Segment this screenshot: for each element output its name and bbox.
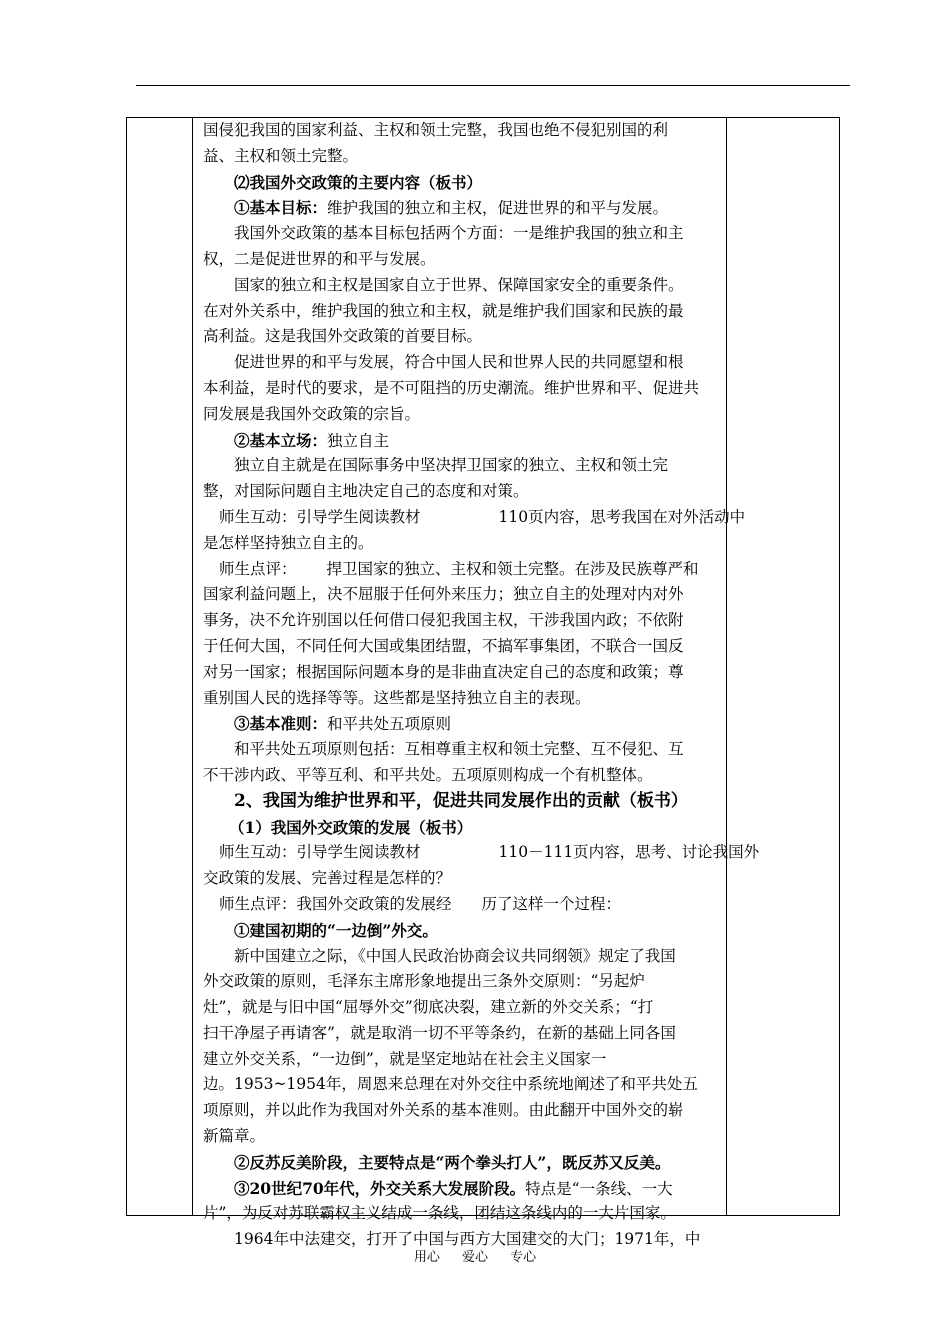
text-line: 益、主权和领土完整。 <box>203 146 359 165</box>
text-line: 交政策的发展、完善过程是怎样的？ <box>203 869 452 888</box>
text-segment: 110－111页内容，思考、讨论我国外 <box>498 843 760 862</box>
text-line: 我国外交政策的基本目标包括两个方面：一是维护我国的独立和主 <box>234 224 684 243</box>
text-line: 国侵犯我国的国家利益、主权和领土完整，我国也绝不侵犯别国的利 <box>203 121 669 139</box>
footer <box>0 1250 950 1266</box>
text-line: 新篇章。 <box>203 1127 266 1146</box>
text-line: 是怎样坚持独立自主的。 <box>203 533 374 552</box>
text-line: 扫干净屋子再请客”，就是取消一切不平等条约，在新的基础上同各国 <box>203 1023 676 1042</box>
bold-label: ①基本目标： <box>234 198 328 218</box>
text-line: ①建国初期的“一边倒”外交。 <box>234 920 438 940</box>
header-rule <box>136 85 850 86</box>
text-line: 不干涉内政、平等互利、和平共处。五项原则构成一个有机整体。 <box>203 765 653 784</box>
text-line: 和平共处五项原则包括：互相尊重主权和领土完整、互不侵犯、互 <box>234 740 684 759</box>
text-line <box>203 557 718 583</box>
text-segment: 历了这样一个过程： <box>481 894 622 913</box>
text-line: 重别国人民的选择等等。这些都是坚持独立自主的表现。 <box>203 688 591 707</box>
text-rest: 和平共处五项原则 <box>327 715 452 734</box>
text-line: 权，二是促进世界的和平与发展。 <box>203 249 436 268</box>
text-segment: 110页内容，思考我国在对外活动中 <box>498 507 746 526</box>
text-line <box>203 195 718 221</box>
text-line: 高利益。这是我国外交政策的首要目标。 <box>203 327 483 346</box>
text-line: ⑵我国外交政策的主要内容（板书） <box>234 172 483 192</box>
content-column <box>193 118 760 1249</box>
text-line <box>203 711 718 737</box>
text-line <box>203 1176 718 1202</box>
text-rest: 特点是“一条线、一大 <box>525 1179 673 1198</box>
text-segment: 师生点评： <box>219 559 297 578</box>
left-column <box>127 118 193 1215</box>
text-line <box>203 428 718 454</box>
text-segment: 师生互动：引导学生阅读教材 <box>219 507 421 526</box>
text-line: 独立自主就是在国际事务中坚决捍卫国家的独立、主权和领土完 <box>234 456 669 475</box>
text-line: 本利益，是时代的要求，是不可阻挡的历史潮流。维护世界和平、促进共 <box>203 378 700 397</box>
text-line: （1）我国外交政策的发展（板书） <box>229 817 473 837</box>
bold-label: ③基本准则： <box>234 714 328 734</box>
text-line: 促进世界的和平与发展，符合中国人民和世界人民的共同愿望和根 <box>234 353 684 372</box>
text-line: 新中国建立之际，《中国人民政治协商会议共同纲领》规定了我国 <box>234 946 676 965</box>
text-segment: 捍卫国家的独立、主权和领土完整。在涉及民族尊严和 <box>326 559 699 578</box>
text-line <box>203 892 718 918</box>
text-line <box>203 840 760 866</box>
footer-item: 专心 <box>510 1250 537 1265</box>
right-column <box>726 118 839 1215</box>
text-line: 国家的独立和主权是国家自立于世界、保障国家安全的重要条件。 <box>234 275 684 294</box>
text-line: 2、我国为维护世界和平，促进共同发展作出的贡献（板书） <box>234 790 688 811</box>
text-line: 国家利益问题上，决不屈服于任何外来压力；独立自主的处理对内对外 <box>203 585 684 604</box>
footer-item: 用心 <box>413 1250 440 1265</box>
text-line: 项原则，并以此作为我国对外关系的基本准则。由此翻开中国外交的崭 <box>203 1101 684 1120</box>
bold-label: ③20世纪70年代，外交关系大发展阶段。 <box>234 1178 526 1198</box>
text-segment: 师生互动：引导学生阅读教材 <box>219 843 421 862</box>
bold-label: ②基本立场： <box>234 430 328 450</box>
text-line: 在对外关系中，维护我国的独立和主权，就是维护我们国家和民族的最 <box>203 301 684 320</box>
lesson-plan-table <box>126 117 840 1249</box>
text-line: 灶”，就是与旧中国“屈辱外交”彻底决裂，建立新的外交关系；“打 <box>203 998 654 1017</box>
text-line: 边。1953~1954年，周恩来总理在对外交往中系统地阐述了和平共处五 <box>203 1075 698 1094</box>
text-line: 同发展是我国外交政策的宗旨。 <box>203 404 421 423</box>
text-rest: 维护我国的独立和主权，促进世界的和平与发展。 <box>327 199 669 218</box>
text-line <box>203 505 746 531</box>
text-line: 片”，为反对苏联霸权主义结成一条线，团结这条线内的一大片国家。 <box>203 1204 676 1223</box>
text-segment: 师生点评：我国外交政策的发展经 <box>219 894 452 913</box>
text-line: 建立外交关系，“一边倒”，就是坚定地站在社会主义国家一 <box>203 1049 607 1068</box>
text-line: 外交政策的原则，毛泽东主席形象地提出三条外交原则：“另起炉 <box>203 972 645 991</box>
text-line: ②反苏反美阶段，主要特点是“两个拳头打人”，既反苏又反美。 <box>234 1152 671 1172</box>
text-rest: 独立自主 <box>327 431 390 450</box>
text-line: 事务，决不允许别国以任何借口侵犯我国主权，干涉我国内政；不依附 <box>203 611 684 630</box>
text-line: 整，对国际问题自主地决定自己的态度和对策。 <box>203 482 529 501</box>
footer-item: 爱心 <box>461 1250 488 1265</box>
text-line: 于任何大国，不同任何大国或集团结盟，不搞军事集团，不联合一国反 <box>203 636 684 655</box>
text-line: 1964年中法建交，打开了中国与西方大国建交的大门；1971年，中 <box>234 1230 701 1249</box>
text-line: 对另一国家；根据国际问题本身的是非曲直决定自己的态度和政策；尊 <box>203 662 684 681</box>
